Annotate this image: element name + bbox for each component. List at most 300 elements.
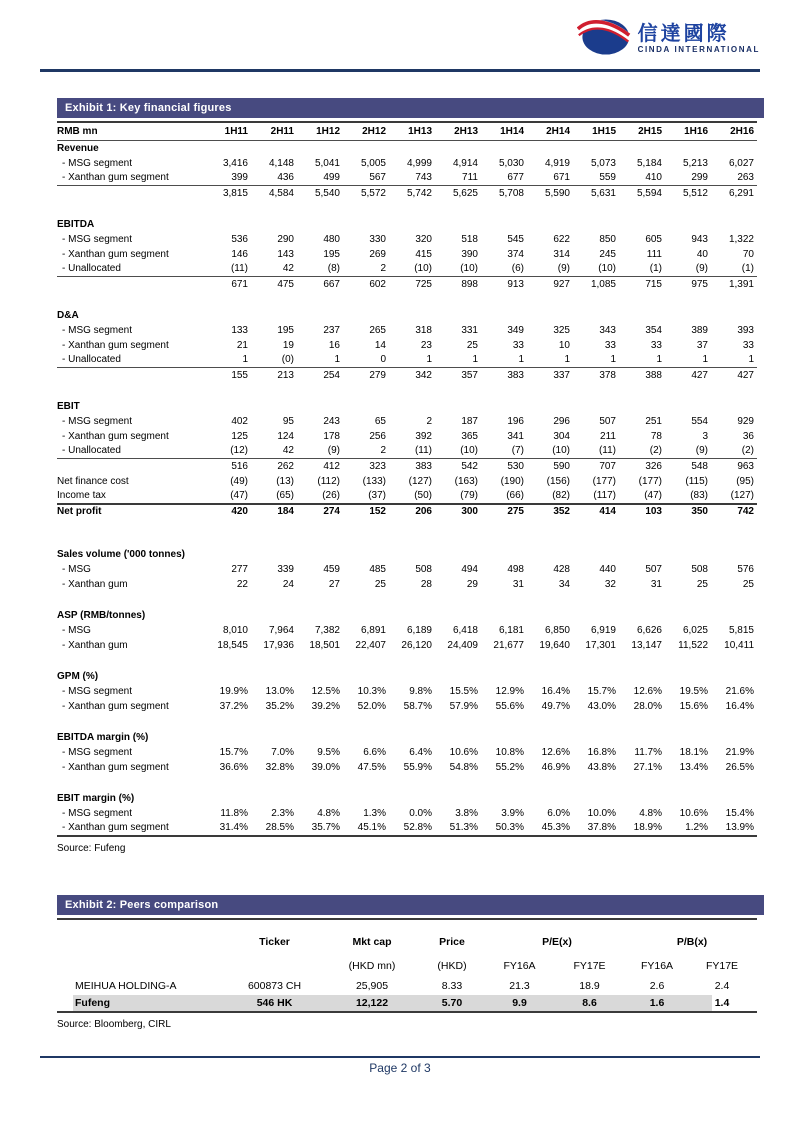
table-row — [57, 638, 757, 653]
table-row — [57, 368, 757, 383]
cell-value: 34 — [558, 578, 570, 590]
cell-value — [343, 730, 389, 745]
cell-value — [205, 669, 251, 684]
cell-value: 17,301 — [585, 639, 616, 651]
exhibit2-top-rule — [57, 918, 757, 920]
row-label — [57, 459, 205, 474]
cell-value: 32 — [604, 578, 616, 590]
cell-value — [251, 669, 297, 684]
header — [40, 15, 760, 63]
cell-value: 16.4% — [541, 685, 570, 697]
cell-value — [343, 791, 389, 806]
cell-value: 5,540 — [297, 186, 343, 201]
cell-value — [251, 217, 297, 232]
cell-value: 42 — [282, 263, 294, 275]
cell-value: 559 — [599, 172, 616, 184]
table-row — [57, 232, 757, 247]
cell-value: 5,590 — [527, 186, 573, 201]
cell-value — [481, 547, 527, 562]
cell-value: 16.8% — [587, 746, 616, 758]
spacer-cell — [57, 653, 757, 669]
cell-value — [527, 217, 573, 232]
header-rule — [40, 69, 760, 72]
cell-value: 18.9 — [579, 980, 600, 992]
exhibit1-source: Source: Fufeng — [57, 842, 126, 854]
cell-value: (47) — [230, 490, 248, 501]
row-label: Income tax — [57, 490, 106, 501]
cell-value: 15.6% — [679, 700, 708, 712]
cell-value: 605 — [645, 233, 662, 245]
cell-value — [481, 608, 527, 623]
cell-value: 58.7% — [403, 700, 432, 712]
cell-value: 33 — [512, 339, 524, 351]
cell-value: (9) — [327, 445, 340, 457]
row-label: - Xanthan gum segment — [62, 248, 169, 260]
cell-value: 357 — [435, 368, 481, 383]
cell-value: 427 — [711, 368, 757, 383]
row-label: EBIT margin (%) — [57, 792, 135, 804]
peers-header-row — [57, 932, 757, 952]
spacer-cell — [57, 292, 757, 308]
table-row — [57, 171, 757, 186]
cell-value — [481, 308, 527, 323]
cell-value: (10) — [460, 263, 478, 275]
cell-value: 7,382 — [314, 624, 340, 636]
cell-value: 677 — [507, 172, 524, 184]
cell-value: 18,545 — [217, 639, 248, 651]
cell-value: (7) — [511, 445, 524, 457]
cell-value: 40 — [696, 248, 708, 260]
table-row — [57, 504, 757, 519]
cell-value: 251 — [645, 415, 662, 427]
page-footer — [40, 1056, 760, 1076]
cell-value: (10) — [552, 445, 570, 457]
cell-value: 378 — [573, 368, 619, 383]
table-row — [57, 217, 757, 232]
cell-value — [573, 308, 619, 323]
column-header: 2H12 — [343, 123, 389, 141]
cell-value: 711 — [462, 172, 478, 184]
cell-value: 39.0% — [311, 761, 340, 773]
cell-value — [205, 730, 251, 745]
cell-value: 508 — [691, 563, 708, 575]
cell-value: 602 — [343, 277, 389, 292]
cell-value: 4.8% — [639, 807, 662, 819]
table-row — [57, 745, 757, 760]
spacer-cell — [57, 383, 757, 399]
table-row — [57, 821, 757, 836]
cell-value: 548 — [665, 459, 711, 474]
cell-value: 21.6% — [725, 685, 754, 697]
cell-value: 52.0% — [357, 700, 386, 712]
cell-value: 11.7% — [634, 746, 662, 758]
cell-value — [389, 308, 435, 323]
cell-value: 331 — [461, 324, 478, 336]
cell-value: 27 — [328, 578, 340, 590]
cell-value: 545 — [507, 233, 524, 245]
cell-value: 671 — [553, 172, 570, 184]
cell-value: 725 — [389, 277, 435, 292]
exhibit2-source: Source: Bloomberg, CIRL — [57, 1018, 171, 1030]
cell-value — [343, 217, 389, 232]
cell-value: 36 — [742, 430, 754, 442]
cell-value: 16 — [328, 339, 340, 351]
peer-name: MEIHUA HOLDING-A — [75, 980, 177, 992]
cell-value: 389 — [691, 324, 708, 336]
cell-value: 715 — [619, 277, 665, 292]
cell-value — [297, 399, 343, 414]
peer-row-meihua — [57, 978, 757, 995]
row-label: - MSG segment — [62, 324, 133, 336]
cell-value — [389, 141, 435, 156]
cell-value: 269 — [369, 248, 386, 260]
cell-value: 37.2% — [219, 700, 248, 712]
cell-value — [251, 730, 297, 745]
cell-value: 4,999 — [406, 157, 432, 169]
cell-value: 275 — [481, 504, 527, 519]
cell-value: 12.6% — [633, 685, 662, 697]
cell-value: 518 — [461, 233, 478, 245]
cell-value: 365 — [461, 430, 478, 442]
cell-value: 415 — [415, 248, 432, 260]
cell-value: 25 — [696, 578, 708, 590]
table-row — [57, 308, 757, 323]
table-row — [57, 474, 757, 489]
cell-value — [481, 669, 527, 684]
cell-value — [435, 730, 481, 745]
cell-value — [573, 217, 619, 232]
logo-english-name: CINDA INTERNATIONAL — [637, 45, 760, 54]
cell-value: 5,041 — [314, 157, 340, 169]
logo-chinese-name: 信達國際 — [637, 23, 730, 45]
cell-value: (37) — [368, 490, 386, 501]
cell-value — [343, 547, 389, 562]
cell-value: (11) — [598, 445, 616, 457]
cell-value: 3.9% — [501, 807, 524, 819]
cell-value: 546 HK — [222, 995, 327, 1012]
cell-value — [481, 730, 527, 745]
cell-value: 55.6% — [495, 700, 524, 712]
cell-value — [619, 547, 665, 562]
cell-value: 296 — [553, 415, 570, 427]
cell-value: 304 — [553, 430, 570, 442]
cell-value — [343, 399, 389, 414]
cell-value: 10.0% — [587, 807, 616, 819]
cell-value: 9.8% — [409, 685, 432, 697]
table-row — [57, 699, 757, 714]
row-label: - Unallocated — [62, 263, 121, 275]
cell-value: 5,030 — [498, 157, 524, 169]
cell-value: (8) — [327, 263, 340, 275]
cell-value — [481, 141, 527, 156]
cell-value: 6,189 — [406, 624, 432, 636]
cell-value: 31 — [512, 578, 524, 590]
cell-value: 57.9% — [449, 700, 478, 712]
cell-value: 12,122 — [327, 995, 417, 1012]
cell-value: 393 — [737, 324, 754, 336]
table-row — [57, 383, 757, 399]
cell-value: 11,522 — [678, 639, 708, 651]
cell-value: 742 — [711, 504, 757, 519]
cell-value — [435, 399, 481, 414]
cell-value — [481, 791, 527, 806]
cell-value: (12) — [230, 445, 248, 457]
cell-value: 383 — [481, 368, 527, 383]
cell-value — [711, 791, 757, 806]
cell-value: 25 — [742, 578, 754, 590]
cell-value: (79) — [460, 490, 478, 501]
cell-value: 43.0% — [587, 700, 616, 712]
cell-value: 12.6% — [541, 746, 570, 758]
cell-value: (6) — [511, 263, 524, 275]
cell-value: 6.0% — [547, 807, 570, 819]
cell-value: 29 — [466, 578, 478, 590]
cell-value: 1 — [702, 354, 708, 366]
row-label: EBITDA margin (%) — [57, 731, 149, 743]
cell-value: (10) — [460, 445, 478, 457]
exhibit1-title-bar: Exhibit 1: Key financial figures — [57, 98, 764, 118]
cell-value: 499 — [323, 172, 340, 184]
cell-value: 342 — [389, 368, 435, 383]
cell-value: 6.6% — [363, 746, 386, 758]
cell-value: (127) — [408, 475, 432, 487]
column-header: P/B(x) — [676, 935, 708, 948]
column-header: Mkt cap — [352, 935, 392, 948]
cell-value: 27.1% — [633, 761, 662, 773]
cell-value — [711, 608, 757, 623]
cell-value: 279 — [343, 368, 389, 383]
cell-value — [619, 791, 665, 806]
cell-value: 337 — [527, 368, 573, 383]
cell-value: 323 — [343, 459, 389, 474]
cell-value: 707 — [573, 459, 619, 474]
cell-value: 45.1% — [357, 822, 386, 833]
cell-value: 390 — [461, 248, 478, 260]
cell-value: 1 — [610, 354, 616, 366]
row-label: - Xanthan gum — [62, 639, 128, 651]
table-row — [57, 730, 757, 745]
cell-value — [481, 217, 527, 232]
table-row — [57, 186, 757, 201]
table-row — [57, 414, 757, 429]
cell-value: 2.4 — [714, 980, 730, 992]
cell-value: (156) — [546, 475, 570, 487]
cell-value: 45.3% — [541, 822, 570, 833]
cell-value: 2 — [380, 263, 386, 275]
column-subheader: FY17E — [573, 959, 606, 972]
cell-value: 1,391 — [711, 277, 757, 292]
table-row — [57, 292, 757, 308]
cell-value: 5,815 — [728, 624, 754, 636]
cell-value: (0) — [281, 354, 294, 366]
row-label: GPM (%) — [57, 670, 99, 682]
cell-value: 314 — [553, 248, 570, 260]
table-row — [57, 262, 757, 277]
row-label: - Xanthan gum segment — [62, 822, 169, 833]
cell-value: 4,584 — [251, 186, 297, 201]
cell-value: 576 — [737, 563, 754, 575]
cell-value: 975 — [665, 277, 711, 292]
cell-value: 420 — [205, 504, 251, 519]
cell-value: 494 — [461, 563, 478, 575]
cell-value: 2.3% — [271, 807, 294, 819]
cell-value: 25 — [374, 578, 386, 590]
cell-value: 320 — [415, 233, 432, 245]
cell-value: 111 — [646, 248, 662, 260]
row-label: EBITDA — [57, 218, 95, 230]
cell-value: 743 — [415, 172, 432, 184]
cell-value: 55.9% — [403, 761, 432, 773]
column-header: 1H12 — [297, 123, 343, 141]
row-label: - Xanthan gum segment — [62, 761, 169, 773]
table-row — [57, 429, 757, 444]
cell-value: (83) — [690, 490, 708, 501]
cell-value: 15.7% — [587, 685, 616, 697]
cell-value: 28.5% — [265, 822, 294, 833]
table-row — [57, 323, 757, 338]
cell-value: 459 — [323, 563, 340, 575]
cell-value — [711, 547, 757, 562]
cell-value: 19 — [282, 339, 294, 351]
cell-value — [573, 399, 619, 414]
cell-value: 542 — [435, 459, 481, 474]
table-row — [57, 592, 757, 608]
exhibit2-title-bar: Exhibit 2: Peers comparison — [57, 895, 764, 915]
cell-value: 39.2% — [311, 700, 340, 712]
cell-value: 399 — [231, 172, 248, 184]
cell-value: 11.8% — [220, 807, 248, 819]
cell-value: 339 — [277, 563, 294, 575]
cell-value: (1) — [741, 263, 754, 275]
cell-value — [619, 669, 665, 684]
cell-value: 33 — [604, 339, 616, 351]
cell-value: 36.6% — [219, 761, 248, 773]
cell-value: 943 — [691, 233, 708, 245]
cell-value: 440 — [599, 563, 616, 575]
cell-value: 52.8% — [403, 822, 432, 833]
cell-value: 6,418 — [452, 624, 478, 636]
row-label: Net finance cost — [57, 475, 129, 487]
cell-value: 8.6 — [552, 995, 627, 1012]
column-header: 2H14 — [527, 123, 573, 141]
cell-value: 8,010 — [222, 624, 248, 636]
cell-value — [665, 730, 711, 745]
cell-value: 963 — [711, 459, 757, 474]
cell-value: (2) — [649, 445, 662, 457]
cell-value: (26) — [322, 490, 340, 501]
table-row — [57, 338, 757, 353]
cell-value: 54.8% — [449, 761, 478, 773]
cell-value: 46.9% — [541, 761, 570, 773]
cell-value — [573, 547, 619, 562]
cell-value: 475 — [251, 277, 297, 292]
cell-value: 245 — [599, 248, 616, 260]
cell-value: 47.5% — [357, 761, 386, 773]
cell-value: 354 — [645, 324, 662, 336]
cell-value: 22,407 — [355, 639, 386, 651]
cell-value: 152 — [343, 504, 389, 519]
cell-value: 35.2% — [265, 700, 294, 712]
cell-value: 95 — [282, 415, 294, 427]
cell-value: 2.6 — [649, 980, 665, 992]
cell-value — [297, 791, 343, 806]
cell-value: 12.5% — [311, 685, 340, 697]
table-row — [57, 806, 757, 821]
cell-value: (82) — [552, 490, 570, 501]
column-header: Price — [439, 935, 465, 948]
cell-value: 3 — [702, 430, 708, 442]
cell-value: 13.0% — [265, 685, 294, 697]
cell-value: 9.9 — [487, 995, 552, 1012]
peer-row-fufeng-highlighted — [57, 995, 757, 1012]
cell-value: 55.2% — [495, 761, 524, 773]
column-header: 2H15 — [619, 123, 665, 141]
table-row — [57, 353, 757, 368]
cell-value: (190) — [500, 475, 524, 487]
cell-value — [389, 547, 435, 562]
cell-value — [527, 399, 573, 414]
cell-value: 5,625 — [435, 186, 481, 201]
cell-value: 5,184 — [636, 157, 662, 169]
cell-value: 349 — [507, 324, 524, 336]
cell-value: 51.3% — [449, 822, 478, 833]
cell-value: 507 — [599, 415, 616, 427]
cell-value: 274 — [297, 504, 343, 519]
cell-value: 213 — [251, 368, 297, 383]
cell-value: 265 — [369, 324, 386, 336]
table-row — [57, 489, 757, 504]
cell-value: 13.4% — [679, 761, 708, 773]
cell-value — [573, 608, 619, 623]
column-subheader: FY16A — [640, 959, 674, 972]
cell-value: 374 — [507, 248, 524, 260]
cell-value: 341 — [507, 430, 524, 442]
cell-value: 850 — [599, 233, 616, 245]
cell-value: 262 — [251, 459, 297, 474]
cell-value — [435, 608, 481, 623]
cell-value: 184 — [251, 504, 297, 519]
table-row — [57, 201, 757, 217]
cell-value — [619, 730, 665, 745]
column-subheader: FY16A — [503, 959, 536, 972]
cell-value — [389, 791, 435, 806]
cell-value: 1,085 — [573, 277, 619, 292]
cell-value: 325 — [553, 324, 570, 336]
cell-value: 671 — [205, 277, 251, 292]
cell-value: 18.9% — [633, 822, 662, 833]
row-label: - Xanthan gum — [62, 578, 128, 590]
cell-value: 5,073 — [590, 157, 616, 169]
row-label: - Unallocated — [62, 445, 121, 457]
cell-value: 1 — [748, 354, 754, 366]
cell-value: 35.7% — [311, 822, 340, 833]
table-row — [57, 156, 757, 171]
cell-value — [297, 141, 343, 156]
cell-value: 31.4% — [219, 822, 248, 833]
cell-value: 28 — [420, 578, 432, 590]
row-label: - MSG segment — [62, 685, 133, 697]
row-label: - Xanthan gum segment — [62, 339, 169, 351]
cell-value: 195 — [323, 248, 340, 260]
row-label: - Xanthan gum segment — [62, 430, 169, 442]
cell-value: 23 — [420, 339, 432, 351]
cell-value: 318 — [415, 324, 432, 336]
row-label: - MSG — [62, 563, 91, 575]
cell-value: 5,213 — [682, 157, 708, 169]
cell-value: 10.3% — [357, 685, 386, 697]
cell-value: 485 — [369, 563, 386, 575]
cell-value: 196 — [507, 415, 524, 427]
